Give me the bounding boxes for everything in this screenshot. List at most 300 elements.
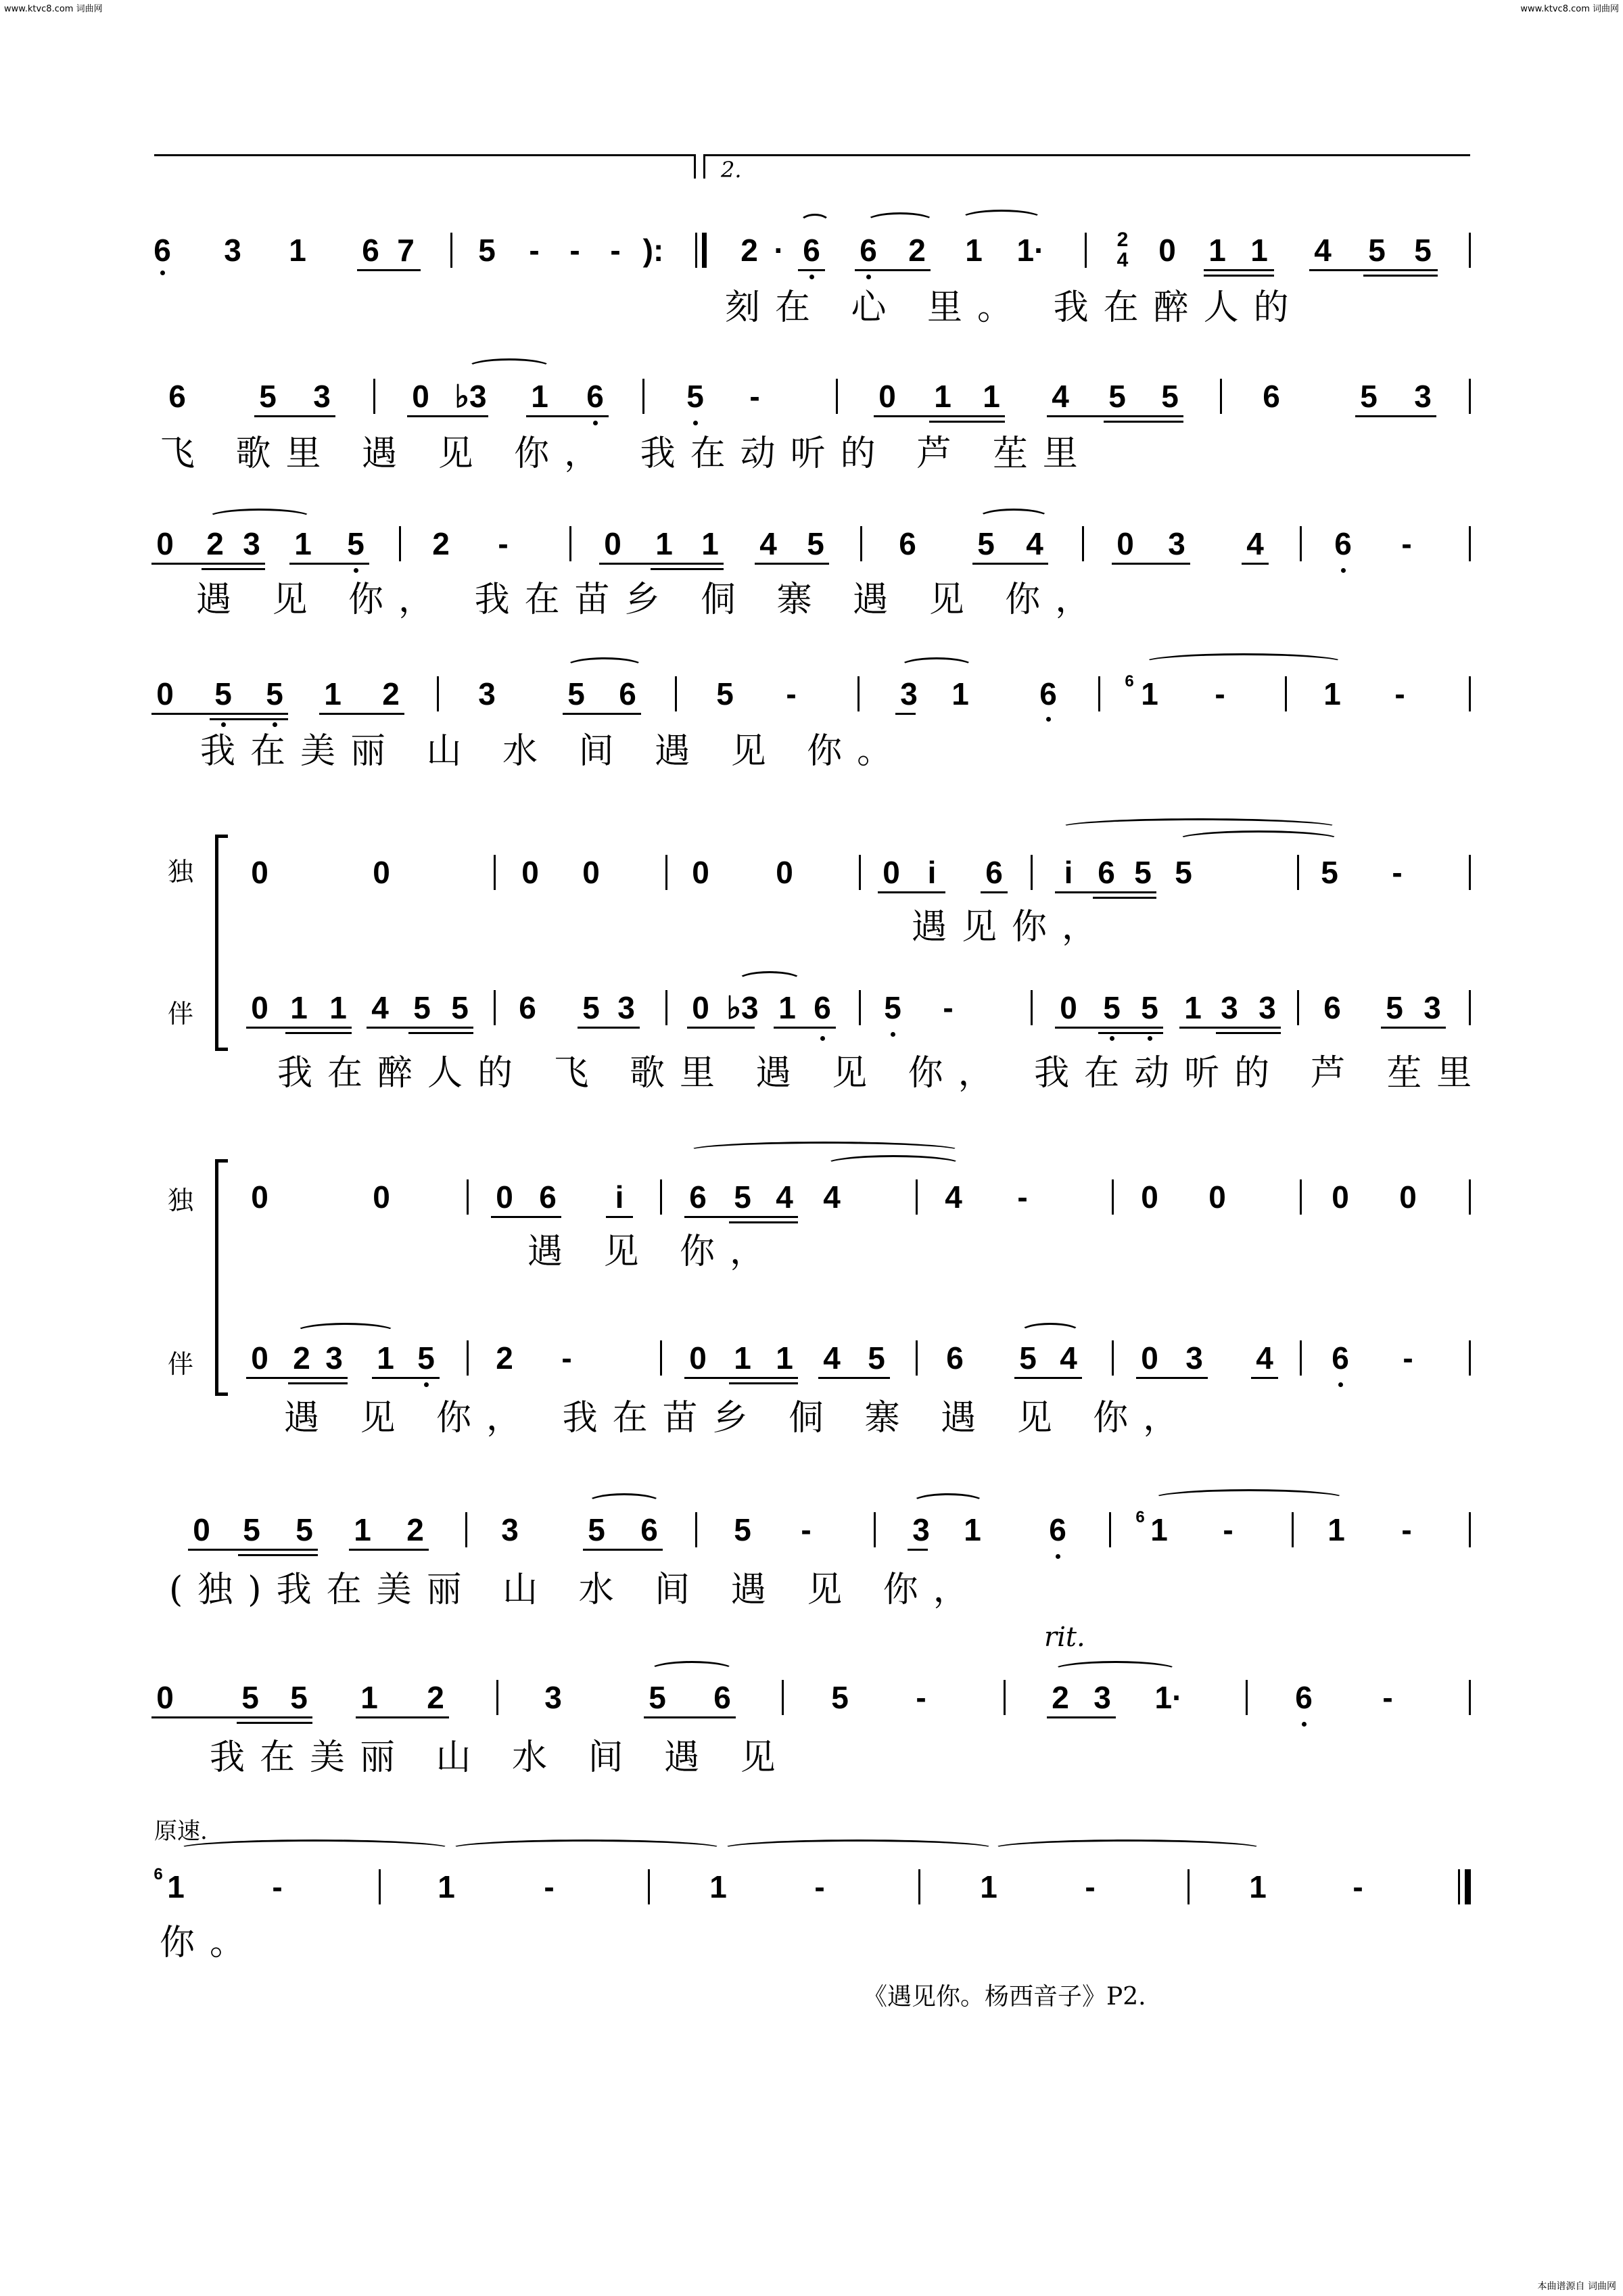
note: 5 — [1360, 379, 1378, 414]
note: 6 — [362, 233, 379, 268]
note: 5 — [1368, 233, 1386, 268]
slur — [912, 1493, 985, 1512]
note: 4 — [945, 1179, 962, 1215]
note: 3 — [900, 676, 918, 711]
score-row-11 — [0, 1867, 1623, 1907]
note: 6 — [689, 1179, 707, 1215]
note: 6 — [586, 379, 604, 414]
note: 5 — [567, 676, 585, 711]
note: 3 — [224, 233, 241, 268]
note: 4 — [1052, 379, 1069, 414]
tie — [1177, 830, 1340, 849]
underline — [755, 563, 829, 565]
note: 1 — [701, 526, 719, 561]
note: 6 — [713, 1680, 731, 1715]
underline — [1204, 275, 1274, 277]
underline — [188, 1549, 318, 1551]
barline — [1469, 526, 1471, 561]
underline — [1179, 1027, 1281, 1029]
note: 1 — [1208, 233, 1226, 268]
dot-below — [693, 421, 698, 425]
note: - — [1403, 1340, 1413, 1376]
underline — [1204, 269, 1274, 271]
note: 6 — [860, 233, 877, 268]
dot-below — [1338, 1382, 1343, 1387]
note: 0 — [1208, 1179, 1226, 1215]
underline — [684, 1216, 798, 1218]
lyrics-row-9 — [0, 1566, 1623, 1614]
barline — [859, 855, 861, 890]
note: 2 — [908, 233, 926, 268]
barline — [916, 1179, 918, 1215]
note: 1· — [1016, 233, 1045, 268]
note: 2 — [206, 526, 224, 561]
note: 0 — [1158, 233, 1176, 268]
underline — [349, 1549, 429, 1551]
note: - — [1382, 1680, 1393, 1715]
note: 6 — [1039, 676, 1057, 711]
note: 0 — [373, 855, 390, 890]
barline — [1469, 676, 1471, 711]
note: - — [1223, 1512, 1233, 1547]
note: - — [272, 1869, 283, 1904]
note: 5 — [347, 526, 364, 561]
barline — [660, 1179, 662, 1215]
note: 0 — [692, 855, 709, 890]
barline — [874, 1512, 876, 1547]
dot-below — [593, 421, 598, 425]
barline — [857, 676, 860, 711]
grace-note: 6 — [1125, 672, 1134, 690]
note: 5 — [241, 1680, 259, 1715]
note: 5 — [413, 990, 431, 1025]
barline — [1300, 526, 1302, 561]
note: 1 — [377, 1340, 394, 1376]
note: 5 — [266, 676, 283, 711]
underline — [372, 1377, 440, 1379]
underline — [246, 1377, 348, 1379]
note: 6 — [539, 1179, 557, 1215]
barline — [665, 855, 667, 890]
note: 0 — [582, 855, 600, 890]
underline — [1014, 1377, 1082, 1379]
tie — [991, 1840, 1263, 1858]
note: 0 — [156, 676, 174, 711]
barline — [467, 1340, 469, 1376]
barline — [642, 379, 644, 414]
underline — [729, 1382, 798, 1384]
note: 0 — [883, 855, 900, 890]
barline — [1458, 1869, 1460, 1904]
barline — [648, 1869, 650, 1904]
underline — [874, 415, 1005, 417]
note: 5 — [1386, 990, 1403, 1025]
barline — [1300, 1179, 1302, 1215]
note: 2 — [1052, 1680, 1069, 1715]
note: 5 — [588, 1512, 605, 1547]
note: ♭3 — [454, 379, 487, 414]
tie — [1143, 653, 1344, 672]
note: 3 — [313, 379, 331, 414]
note: 0 — [1060, 990, 1077, 1025]
underline — [151, 1716, 312, 1718]
underline — [1251, 1377, 1278, 1379]
note: - — [1215, 676, 1225, 711]
barline — [665, 990, 667, 1025]
barline — [1112, 1340, 1114, 1376]
lyrics-row-6 — [0, 1050, 1623, 1097]
slur — [565, 657, 644, 676]
lyrics: 遇 见 你， — [527, 1232, 780, 1272]
note: 3 — [325, 1340, 343, 1376]
barline — [918, 1869, 920, 1904]
note: - — [1017, 1179, 1028, 1215]
barline — [660, 1340, 662, 1376]
time-sig-bottom: 4 — [1116, 249, 1129, 271]
score-footer: 《遇见你。杨西音子》P2. — [863, 1983, 1146, 2011]
underline — [1309, 269, 1438, 271]
note: 5 — [884, 990, 901, 1025]
note: - — [1392, 855, 1403, 890]
accomp-label: 伴 — [168, 999, 194, 1029]
underline — [285, 1032, 352, 1034]
note: 1 — [655, 526, 673, 561]
volta-line-1 — [154, 154, 694, 156]
barline — [494, 855, 496, 890]
underline — [1355, 415, 1436, 417]
note: 1 — [1184, 990, 1202, 1025]
slur — [737, 971, 802, 989]
note: 0 — [1116, 526, 1134, 561]
underline — [798, 269, 825, 271]
volta-tick-1 — [694, 154, 696, 179]
barline — [782, 1680, 784, 1715]
note: i — [1064, 855, 1073, 890]
tie — [825, 1155, 962, 1173]
note: 0 — [521, 855, 539, 890]
barline — [1109, 1512, 1111, 1547]
underline — [319, 713, 404, 715]
score-row-2 — [0, 376, 1623, 417]
slur — [799, 214, 830, 232]
note: 5 — [716, 676, 734, 711]
note: 1 — [438, 1869, 455, 1904]
note: 5 — [1134, 855, 1152, 890]
lyrics-row-11 — [0, 1919, 1623, 1967]
note: ): — [642, 233, 664, 268]
lyrics: 遇 见 你， 我在苗乡 侗 寨 遇 见 你， — [196, 580, 1106, 620]
note: 5 — [977, 526, 995, 561]
note: - — [786, 676, 797, 711]
note: 0 — [1141, 1340, 1158, 1376]
note: 4 — [371, 990, 389, 1025]
tie — [721, 1840, 995, 1858]
lyrics: 刻在 心 里。 我在醉人的 — [725, 287, 1304, 328]
underline — [1055, 891, 1156, 893]
note: 5 — [734, 1179, 751, 1215]
barline — [1465, 1869, 1471, 1904]
note: 0 — [1399, 1179, 1417, 1215]
lyrics: 遇见你， — [912, 907, 1112, 947]
underline — [583, 1549, 663, 1551]
barline — [1469, 990, 1471, 1025]
barline — [1285, 676, 1287, 711]
note: 1 — [983, 379, 1000, 414]
note: 4 — [1256, 1340, 1273, 1376]
lyrics: 我在美丽 山 水 间 遇 见 你。 — [200, 731, 908, 772]
underline — [818, 1377, 890, 1379]
note: 1 — [329, 990, 347, 1025]
score-row-8 — [0, 1338, 1623, 1378]
barline — [1187, 1869, 1190, 1904]
underline — [1055, 1027, 1163, 1029]
note: - — [1352, 1869, 1363, 1904]
barline — [1469, 1340, 1471, 1376]
note: 3 — [1168, 526, 1185, 561]
note: 6 — [168, 379, 186, 414]
note: 3 — [1414, 379, 1432, 414]
note: 6 — [946, 1340, 964, 1376]
volta-tick-2 — [703, 154, 705, 179]
note: 1 — [290, 990, 308, 1025]
note: 0 — [1332, 1179, 1349, 1215]
note: 1 — [1250, 233, 1268, 268]
barline — [1469, 855, 1471, 890]
note: i — [615, 1179, 624, 1215]
underline — [855, 269, 931, 271]
note: i — [927, 855, 937, 890]
note: 1 — [1150, 1512, 1168, 1547]
barline — [859, 990, 861, 1025]
note: 3 — [1259, 990, 1276, 1025]
underline — [246, 1027, 352, 1029]
slur — [1052, 1661, 1178, 1679]
barline — [373, 379, 375, 414]
note: 5 — [259, 379, 277, 414]
barline — [569, 526, 571, 561]
underline — [254, 415, 335, 417]
note: 1 — [965, 233, 983, 268]
note: 1 — [354, 1512, 371, 1547]
barline — [399, 526, 401, 561]
volta-line-2 — [703, 154, 1470, 156]
note: · — [774, 233, 784, 268]
score-row-7 — [0, 1177, 1623, 1217]
dot-below — [1341, 568, 1346, 573]
note: 6 — [640, 1512, 658, 1547]
note: 4 — [759, 526, 777, 561]
score-row-6 — [0, 987, 1623, 1028]
note: 5 — [1019, 1340, 1037, 1376]
slur — [467, 358, 552, 377]
tie — [177, 1840, 452, 1858]
note: 1 — [951, 676, 969, 711]
barline — [1297, 990, 1299, 1025]
barline — [1246, 1680, 1248, 1715]
note: 2 — [382, 676, 400, 711]
note: 1 — [980, 1869, 997, 1904]
note: 5 — [296, 1512, 313, 1547]
dot-below — [820, 1036, 825, 1041]
note: 5 — [686, 379, 704, 414]
slur — [1020, 1323, 1081, 1341]
dot-below — [1110, 1036, 1114, 1041]
dot-below — [1046, 717, 1051, 722]
note: 0 — [251, 1179, 268, 1215]
note: 1 — [964, 1512, 981, 1547]
note: 5 — [734, 1512, 751, 1547]
underline — [237, 1722, 312, 1724]
note: 1 — [734, 1340, 751, 1376]
note: 5 — [1414, 233, 1432, 268]
note: 5 — [214, 676, 232, 711]
note: 2 — [293, 1340, 310, 1376]
barline — [1004, 1680, 1006, 1715]
lyrics-row-8 — [0, 1395, 1623, 1442]
note: 4 — [823, 1179, 841, 1215]
dot-below — [1302, 1722, 1307, 1727]
dot-below — [866, 275, 871, 279]
note: 6 — [803, 233, 820, 268]
grace-note: 6 — [1135, 1508, 1145, 1526]
slur — [207, 509, 312, 527]
note: 0 — [604, 526, 621, 561]
note: 3 — [1221, 990, 1238, 1025]
note: 5 — [451, 990, 469, 1025]
note: 1 — [360, 1680, 378, 1715]
note: 0 — [692, 990, 709, 1025]
underline — [238, 1554, 318, 1556]
note: 6 — [985, 855, 1003, 890]
barline — [1300, 1340, 1302, 1376]
underline — [357, 269, 421, 271]
note: 0 — [496, 1179, 513, 1215]
note: 6 — [899, 526, 916, 561]
note: 6 — [1263, 379, 1280, 414]
note: 6 — [1334, 526, 1352, 561]
dot-below — [1148, 1036, 1152, 1041]
score-row-5 — [0, 852, 1623, 893]
note: 5 — [243, 1512, 260, 1547]
note: 1 — [709, 1869, 727, 1904]
note: 5 — [1141, 990, 1158, 1025]
note: 4 — [1246, 526, 1264, 561]
underline — [972, 563, 1048, 565]
underline — [684, 1377, 798, 1379]
note: - — [749, 379, 760, 414]
note: 1 — [1323, 676, 1341, 711]
lyrics: 我在醉人的 飞 歌里 遇 见 你， 我在动听的 芦 苼里 — [277, 1053, 1487, 1094]
solo-label-2: 独 — [168, 1186, 194, 1215]
underline — [526, 415, 609, 417]
underline — [1136, 1377, 1208, 1379]
note: 5 — [290, 1680, 308, 1715]
note: 1 — [1141, 676, 1158, 711]
note: 3 — [501, 1512, 519, 1547]
barline — [1297, 855, 1299, 890]
dot-below — [273, 722, 277, 727]
note: - — [1394, 676, 1405, 711]
note: 0 — [251, 1340, 268, 1376]
note: - — [498, 526, 509, 561]
dot-below — [221, 722, 226, 727]
note: 5 — [1161, 379, 1179, 414]
note: 2 — [432, 526, 450, 561]
note: 6 — [1332, 1340, 1349, 1376]
score-row-3 — [0, 523, 1623, 564]
note: 3 — [544, 1680, 562, 1715]
note: 1 — [1249, 1869, 1267, 1904]
note: - — [529, 233, 540, 268]
barline — [1469, 1512, 1471, 1547]
underline — [1216, 1032, 1281, 1034]
corner-credit: 本曲谱源自 词曲网 — [1537, 2281, 1616, 2292]
underline — [563, 713, 641, 715]
note: 1 — [289, 233, 306, 268]
note: - — [610, 233, 621, 268]
accomp-label-2: 伴 — [168, 1349, 194, 1379]
dot-below — [1056, 1554, 1060, 1559]
barline — [496, 1680, 498, 1715]
underline — [289, 563, 369, 565]
note: 5 — [478, 233, 496, 268]
lyrics: 你。 — [160, 1923, 260, 1963]
lyrics-row-1 — [0, 284, 1623, 331]
note: 1 — [1327, 1512, 1345, 1547]
note: 6 — [814, 990, 831, 1025]
note: 0 — [251, 855, 268, 890]
note: 5 — [582, 990, 600, 1025]
note: - — [1401, 526, 1412, 561]
volta-2-label: 2. — [721, 157, 742, 183]
solo-label: 独 — [168, 857, 194, 887]
note: 5 — [1103, 990, 1121, 1025]
underline — [1098, 1032, 1163, 1034]
slur — [587, 1493, 661, 1512]
tie — [449, 1840, 724, 1858]
barline — [1031, 990, 1033, 1025]
note: 0 — [156, 1680, 174, 1715]
underline — [1381, 1027, 1446, 1029]
note: - — [1085, 1869, 1096, 1904]
underline — [202, 568, 265, 570]
note: 3 — [1093, 1680, 1111, 1715]
note: 4 — [823, 1340, 841, 1376]
note: 2 — [496, 1340, 513, 1376]
note: 6 — [1323, 990, 1341, 1025]
underline — [578, 1027, 640, 1029]
underline — [981, 891, 1008, 893]
note: 0 — [373, 1179, 390, 1215]
note: 5 — [807, 526, 824, 561]
underline — [356, 1716, 449, 1718]
barline — [860, 526, 862, 561]
score-row-9 — [0, 1509, 1623, 1550]
barline — [1112, 1179, 1114, 1215]
underline — [408, 1032, 473, 1034]
dot-below — [809, 275, 814, 279]
note: 4 — [776, 1179, 793, 1215]
slur — [960, 210, 1043, 228]
note: 3 — [243, 526, 260, 561]
note: - — [916, 1680, 926, 1715]
underline — [1112, 563, 1190, 565]
barline — [695, 233, 697, 268]
barline — [1085, 233, 1087, 268]
lyrics-row-2 — [0, 430, 1623, 477]
underline — [288, 1382, 348, 1384]
dot-below — [891, 1032, 895, 1037]
